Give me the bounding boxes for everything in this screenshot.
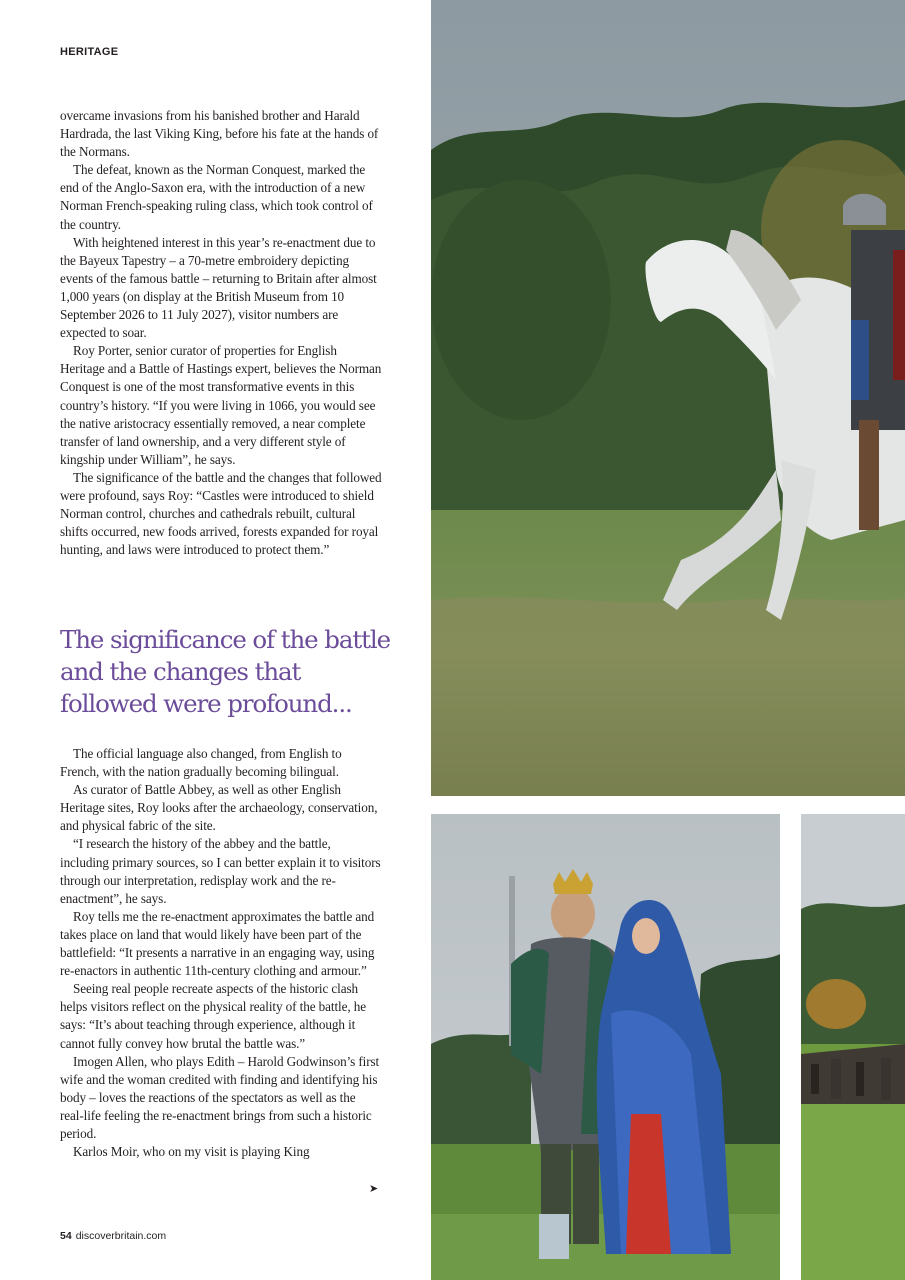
- paragraph: Roy Porter, senior curator of properties for English Heritage and a Battle of Hastings expert, believes the Norman Conquest is one of the most transformative events in this country’s history. “If you were living in 1066, you would see the native aristocracy essentially removed, a near complete transfer of land ownership, and a very different style of kingship under William”, he says.: [60, 343, 382, 467]
- paragraph: “I research the history of the abbey and the battle, including primary sources, so I can better explain it to visitors through our interpretation, redisplay work and the re-enactment”, he says.: [60, 836, 381, 906]
- page-footer: [60, 1230, 166, 1242]
- continue-arrow-icon: ➤: [369, 1182, 379, 1195]
- photo-battle-scene: [801, 814, 905, 1280]
- paragraph: Seeing real people recreate aspects of the historic clash helps visitors reflect on the physical reality of the battle, he says: “It’s about teaching through experience, although it cannot fully convey how brutal the battle was.”: [60, 981, 366, 1051]
- paragraph: Karlos Moir, who on my visit is playing King: [73, 1144, 310, 1160]
- article-column-bottom: [60, 745, 382, 1161]
- article-column-top: [60, 107, 382, 559]
- paragraph: overcame invasions from his banished brother and Harald Hardrada, the last Viking King, before his fate at the hands of the Normans.: [60, 108, 379, 160]
- paragraph: As curator of Battle Abbey, as well as other English Heritage sites, Roy looks after the archaeology, conservation, and physical fabric of the site.: [60, 782, 378, 834]
- paragraph: The significance of the battle and the changes that followed were profound, says Roy: “Castles were introduced to shield Norman control, churches and cathedrals rebuilt, cultural shifts occurred, new foods arrived, forests expanded for royal hunting, and laws were introduced to protect them.”: [60, 469, 382, 558]
- site-name: discoverbritain.com: [75, 1230, 167, 1242]
- section-label: HERITAGE: [60, 46, 119, 58]
- pull-quote: The significance of the battle and the changes that followed were profound...: [60, 625, 390, 718]
- photo-knight-on-horse: [431, 0, 905, 796]
- paragraph: With heightened interest in this year’s re-enactment due to the Bayeux Tapestry – a 70-metre embroidery depicting events of the famous battle – returning to Britain after almost 1,000 years (on display at the British Museum from 10 September 2026 to 11 July 2027), visitor numbers are expected to soar.: [60, 234, 377, 341]
- paragraph: The official language also changed, from English to French, with the nation gradually becoming bilingual.: [60, 746, 342, 780]
- photo-king-and-edith: [431, 814, 780, 1280]
- paragraph: Roy tells me the re-enactment approximates the battle and takes place on land that would likely have been part of the battlefield: “It presents a narrative in an engaging way, using re-enactors in authentic 11th-century clothing and armour.”: [60, 908, 375, 979]
- paragraph: The defeat, known as the Norman Conquest, marked the end of the Anglo-Saxon era, with the introduction of a new Norman French-speaking ruling class, which took control of the country.: [60, 162, 373, 232]
- paragraph: Imogen Allen, who plays Edith – Harold Godwinson’s first wife and the woman credited with finding and identifying his body – loves the reactions of the spectators as well as the real-life feeling the re-enactment brings from such a historic period.: [60, 1053, 380, 1141]
- page-number: 54: [60, 1230, 72, 1242]
